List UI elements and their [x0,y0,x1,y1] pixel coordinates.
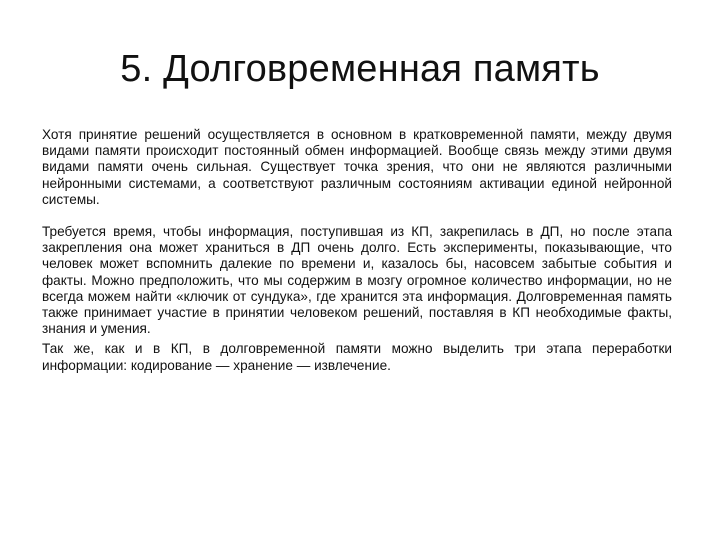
slide-body [42,127,672,374]
paragraph-short-term-exchange: Хотя принятие решений осуществляется в основном в кратковременной памяти, между двумя видами памяти происходит постоянный обмен информацией. Вообще связь между этими двумя видами памяти очень сильная. Существует точка зрения, что они не являются различными нейронными системами, а соответствуют различным состояниям активации единой нейронной системы. [42,127,672,207]
paragraph-processing-stages: Так же, как и в КП, в долговременной памяти можно выделить три этапа переработки информации: кодирование — хранение — извлечение. [42,341,672,373]
paragraph-consolidation: Требуется время, чтобы информация, поступившая из КП, закрепилась в ДП, но после этапа закрепления она может храниться в ДП очень долго. Есть эксперименты, показывающие, что человек может вспомнить далекие по времени и, казалось бы, насовсем забытые события и факты. Можно предположить, что мы содержим в мозгу огромное количество информации, но не всегда можем найти «ключик от сундука», где хранится эта информация. Долговременная память также принимает участие в принятии человеком решений, поставляя в КП необходимые факты, знания и умения. [42,224,672,337]
slide-title: 5. Долговременная память [120,48,600,90]
